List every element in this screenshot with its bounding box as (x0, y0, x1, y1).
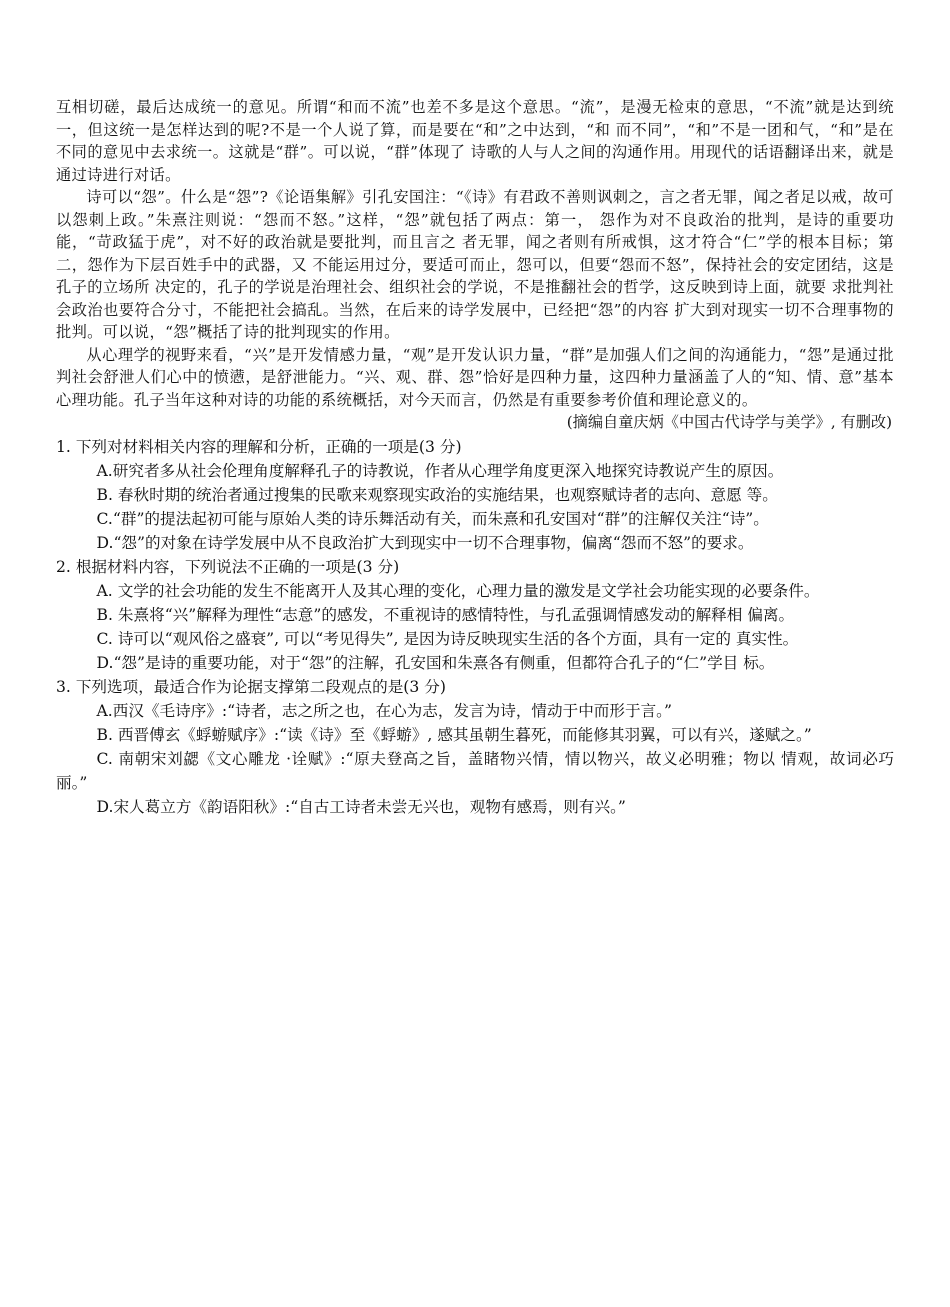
option-b: B. 春秋时期的统治者通过搜集的民歌来观察现实政治的实施结果，也观察赋诗者的志向、意愿 等。 (96, 485, 778, 504)
option-c: C. 南朝宋刘勰《文心雕龙 ·诠赋》:“原夫登高之旨，盖睹物兴情，情以物兴，故义必明雅；物以 情观，故词必巧丽。” (56, 749, 894, 792)
question-stem: 1. 下列对材料相关内容的理解和分析，正确的一项是(3 分) (56, 437, 462, 456)
option-a: A. 文学的社会功能的发生不能离开人及其心理的变化，心理力量的激发是文学社会功能实现的必要条件。 (96, 581, 820, 600)
question-1 (56, 435, 894, 555)
option-b: B. 西晋傅玄《蜉蝣赋序》:“读《诗》至《蜉蝣》, 感其虽朝生暮死，而能修其羽翼，可以有兴，遂赋之。” (96, 725, 812, 744)
option-d: D.“怨”是诗的重要功能，对于“怨”的注解，孔安国和朱熹各有侧重，但都符合孔子的“仁”学目 标。 (96, 653, 775, 672)
option-c: C.“群”的提法起初可能与原始人类的诗乐舞活动有关，而朱熹和孔安国对“群”的注解仅关注“诗”。 (96, 509, 769, 528)
reading-passage (56, 96, 894, 434)
passage-paragraph: 诗可以“怨”。什么是“怨”?《论语集解》引孔安国注：“《诗》有君政不善则讽刺之，言之者无罪，闻之者足以戒，故可以怨刺上政。”朱熹注则说：“怨而不怒。”这样，“怨”就包括了两点：第一， 怨作为对不良政治的批判，是诗的重要功能，“苛政猛于虎”，对不好的政治就是要批判，而且言之 者无罪，闻之者则有所戒惧，这才符合“仁”学的根本目标；第二，怨作为下层百姓手中的武器，又 不能运用过分，要适可而止，怨可以，但要“怨而不怒”，保持社会的安定团结，这是孔子的立场所 决定的，孔子的学说是治理社会、组织社会的学说，不是推翻社会的哲学，这反映到诗上面，就要 求批判社会政治也要符合分寸，不能把社会搞乱。当然，在后来的诗学发展中，已经把“怨”的内容 扩大到对现实一切不合理事物的批判。可以说，“怨”概括了诗的批判现实的作用。 (56, 188, 894, 341)
option-d: D.宋人葛立方《韵语阳秋》:“自古工诗者未尝无兴也，观物有感焉，则有兴。” (96, 797, 626, 816)
option-a: A.研究者多从社会伦理角度解释孔子的诗教说，作者从心理学角度更深入地探究诗教说产生的原因。 (96, 461, 784, 480)
question-2 (56, 555, 894, 675)
option-a: A.西汉《毛诗序》:“诗者，志之所之也，在心为志，发言为诗，情动于中而形于言。” (96, 701, 672, 720)
option-d: D.“怨”的对象在诗学发展中从不良政治扩大到现实中一切不合理事物，偏离“怨而不怒”的要求。 (96, 533, 754, 552)
exam-page (56, 96, 894, 819)
question-3 (56, 675, 894, 819)
passage-paragraph: 从心理学的视野来看，“兴”是开发情感力量，“观”是开发认识力量，“群”是加强人们之间的沟通能力，“怨”是通过批判社会舒泄人们心中的愤懑，是舒泄能力。“兴、观、群、怨”恰好是四种力量，这四种力量涵盖了人的“知、情、意”基本心理功能。孔子当年这种对诗的功能的系统概括，对今天而言，仍然是有重要参考价值和理论意义的。 (56, 345, 894, 409)
passage-paragraph: 互相切磋，最后达成统一的意见。所谓“和而不流”也差不多是这个意思。“流”，是漫无检束的意思，“不流”就是达到统一，但这统一是怎样达到的呢?不是一个人说了算，而是要在“和”之中达到，“和 而不同”，“和”不是一团和气，“和”是在不同的意见中去求统一。这就是“群”。可以说，“群”体现了 诗歌的人与人之间的沟通作用。用现代的话语翻译出来，就是通过诗进行对话。 (56, 98, 894, 184)
passage-source: (摘编自童庆炳《中国古代诗学与美学》, 有删改) (566, 413, 892, 431)
option-b: B. 朱熹将“兴”解释为理性“志意”的感发，不重视诗的感情特性，与孔孟强调情感发动的解释相 偏离。 (96, 605, 795, 624)
option-c: C. 诗可以“观风俗之盛衰”, 可以“考见得失”, 是因为诗反映现实生活的各个方面，具有一定的 真实性。 (96, 629, 799, 648)
question-stem: 3. 下列选项，最适合作为论据支撑第二段观点的是(3 分) (56, 677, 446, 696)
question-stem: 2. 根据材料内容，下列说法不正确的一项是(3 分) (56, 557, 400, 576)
